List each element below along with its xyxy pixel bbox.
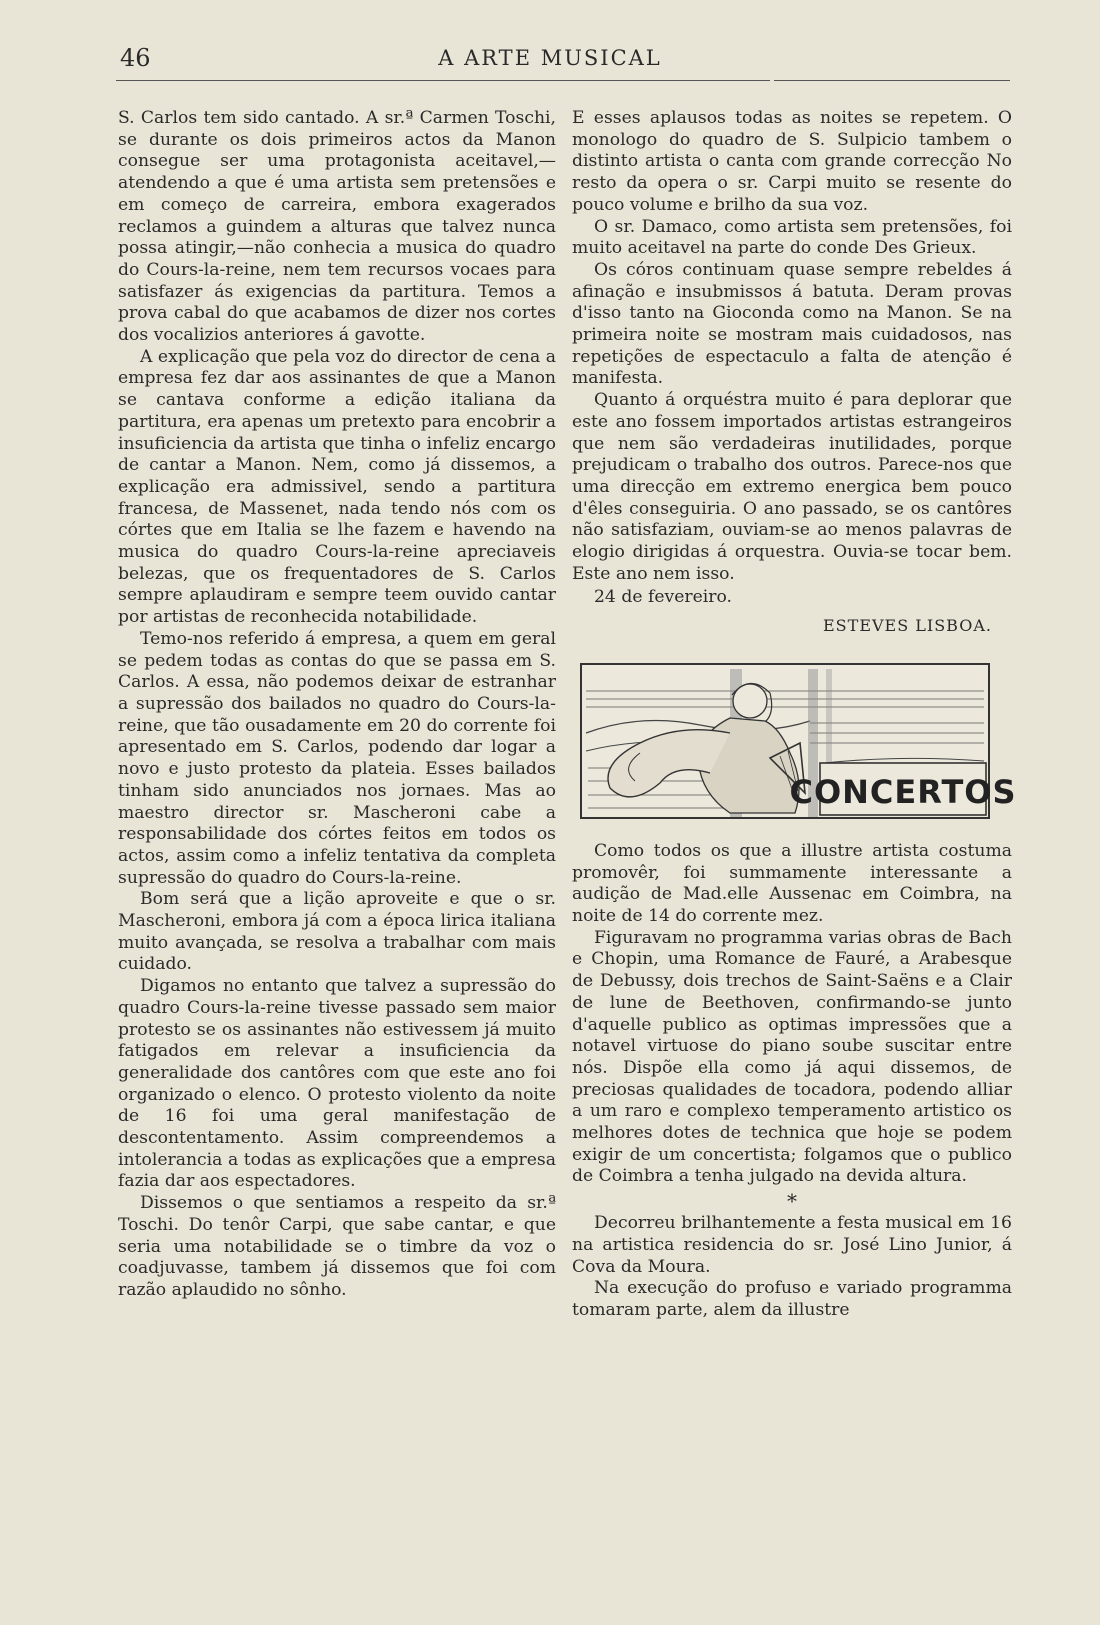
paragraph: Como todos os que a illustre artista costuma promovêr, foi summamente interessante a audição de Mad.elle Aussenac em Coimbra, na noite de 14 do corrente mez. (572, 840, 1012, 926)
paragraph: S. Carlos tem sido cantado. A sr.ª Carmen Toschi, se durante os dois primeiros actos da Manon consegue ser uma protagonista aceitavel,—atendendo a que é uma artista sem pretensões e em começo de carreira, embora exagerados reclamos a guindem a alturas que talvez nunca possa atingir,—não conhecia a musica do quadro do Cours-la-reine, nem tem recursos vocaes para satisfazer ás exigencias da partitura. Temos a prova cabal do que acabamos de dizer nos cortes dos vocalizios anteriores á gavotte. (118, 108, 556, 346)
left-column (118, 108, 556, 1302)
running-head (0, 44, 1100, 78)
header-rule-left (116, 80, 770, 81)
article-date: 24 de fevereiro. (594, 587, 732, 608)
vignette-title: CONCERTOS (789, 772, 1017, 811)
paragraph: Figuravam no programma varias obras de Bach e Chopin, uma Romance de Fauré, a Arabesque de Debussy, dois trechos de Saint-Saëns e a Clair de lune de Beethoven, confirmando-se junto d'aquelle publico as optimas impressões que a notavel virtuose do piano soube suscitar entre nós. Dispõe ella como já aqui dissemos, de preciosas qualidades de tocadora, podendo alliar a um raro e complexo temperamento artistico os melhores dotes de technica que hoje se podem exigir de um concertista; folgamos que o publico de Coimbra a tenha julgado na devida altura. (572, 927, 1012, 1187)
page-number: 46 (120, 44, 151, 72)
author-signature: ESTEVES LISBOA. (823, 616, 992, 636)
paragraph: Os córos continuam quase sempre rebeldes á afinação e insubmissos á batuta. Deram provas d'isso tanto na Gioconda como na Manon. Se na primeira noite se mostram mais cuidadosos, nas repetições de espectaculo a falta de atenção é manifesta. (572, 259, 1012, 389)
paragraph: Decorreu brilhantemente a festa musical em 16 na artistica residencia do sr. José Lino Junior, á Cova da Moura. (572, 1213, 1012, 1277)
paragraph: Temo-nos referido á empresa, a quem em geral se pedem todas as contas do que se passa em S. Carlos. A essa, não podemos deixar de estranhar a supressão dos bailados no quadro do Cours-la-reine, que tão ousadamente em 20 do corrente foi apresentado em S. Carlos, podendo dar logar a novo e justo protesto da plateia. Esses bailados tinham sido anunciados nos jornaes. Mas ao maestro director sr. Mascheroni cabe a responsabilidade dos córtes feitos em todos os actos, assim como a infeliz tentativa da completa supressão do quadro do Cours-la-reine. (118, 628, 556, 888)
paragraph: E esses aplausos todas as noites se repetem. O monologo do quadro de S. Sulpicio tambem o distinto artista o canta com grande correcção No resto da opera o sr. Carpi muito se resente do pouco volume e brilho da sua voz. (572, 108, 1012, 215)
paragraph: Bom será que a lição aproveite e que o sr. Mascheroni, embora já com a época lirica italiana muito avançada, se resolva a trabalhar com mais cuidado. (118, 889, 556, 975)
paragraph: O sr. Damaco, como artista sem pretensões, foi muito aceitavel na parte do conde Des Grieux. (572, 216, 1012, 259)
paragraph: Na execução do profuso e variado programma tomaram parte, alem da illustre (572, 1278, 1012, 1320)
right-column (572, 108, 1017, 1322)
concertos-vignette (580, 663, 1017, 819)
paragraph: Digamos no entanto que talvez a supressão do quadro Cours-la-reine tivesse passado sem maior protesto se os assinantes não estivessem já muito fatigados em relevar a insuficiencia da generalidade dos cantôres com que este ano foi organizado o elenco. O protesto violento da noite de 16 foi uma geral manifestação de descontentamento. Assim compreendemos a intolerancia a todas as explicações que a empresa fazia dar aos espectadores. (118, 976, 556, 1192)
paragraph: Dissemos o que sentiamos a respeito da sr.ª Toschi. Do tenôr Carpi, que sabe cantar, e que seria uma notabilidade se o timbre da voz o coadjuvasse, tambem já dissemos que foi com razão aplaudido no sônho. (118, 1193, 556, 1300)
header-rule-right (774, 80, 1010, 81)
paragraph: A explicação que pela voz do director de cena a empresa fez dar aos assinantes de que a Manon se cantava conforme a edição italiana da partitura, era apenas um pretexto para encobrir a insuficiencia da artista que tinha o infeliz encargo de cantar a Manon. Nem, como já dissemos, a explicação era admissivel, sendo a partitura francesa, de Massenet, nada tendo nós com os córtes que em Italia se lhe fazem e havendo na musica do quadro Cours-la-reine apreciaveis belezas, que os frequentadores de S. Carlos sempre aplaudiram e sempre teem ouvido cantar por artistas de reconhecida notabilidade. (118, 346, 556, 628)
journal-title: A ARTE MUSICAL (438, 46, 662, 70)
paragraph: Quanto á orquéstra muito é para deplorar que este ano fossem importados artistas estrangeiros que nem são verdadeiras inutilidades, porque prejudicam o trabalho dos outros. Parece-nos que uma direcção em extremo energica bem pouco d'êles conseguiria. O ano passado, se os cantôres não satisfaziam, ouviam-se ao menos palavras de elogio dirigidas á orquestra. Ouvia-se tocar bem. Este ano nem isso. (572, 390, 1012, 584)
section-separator: * (787, 1189, 797, 1214)
